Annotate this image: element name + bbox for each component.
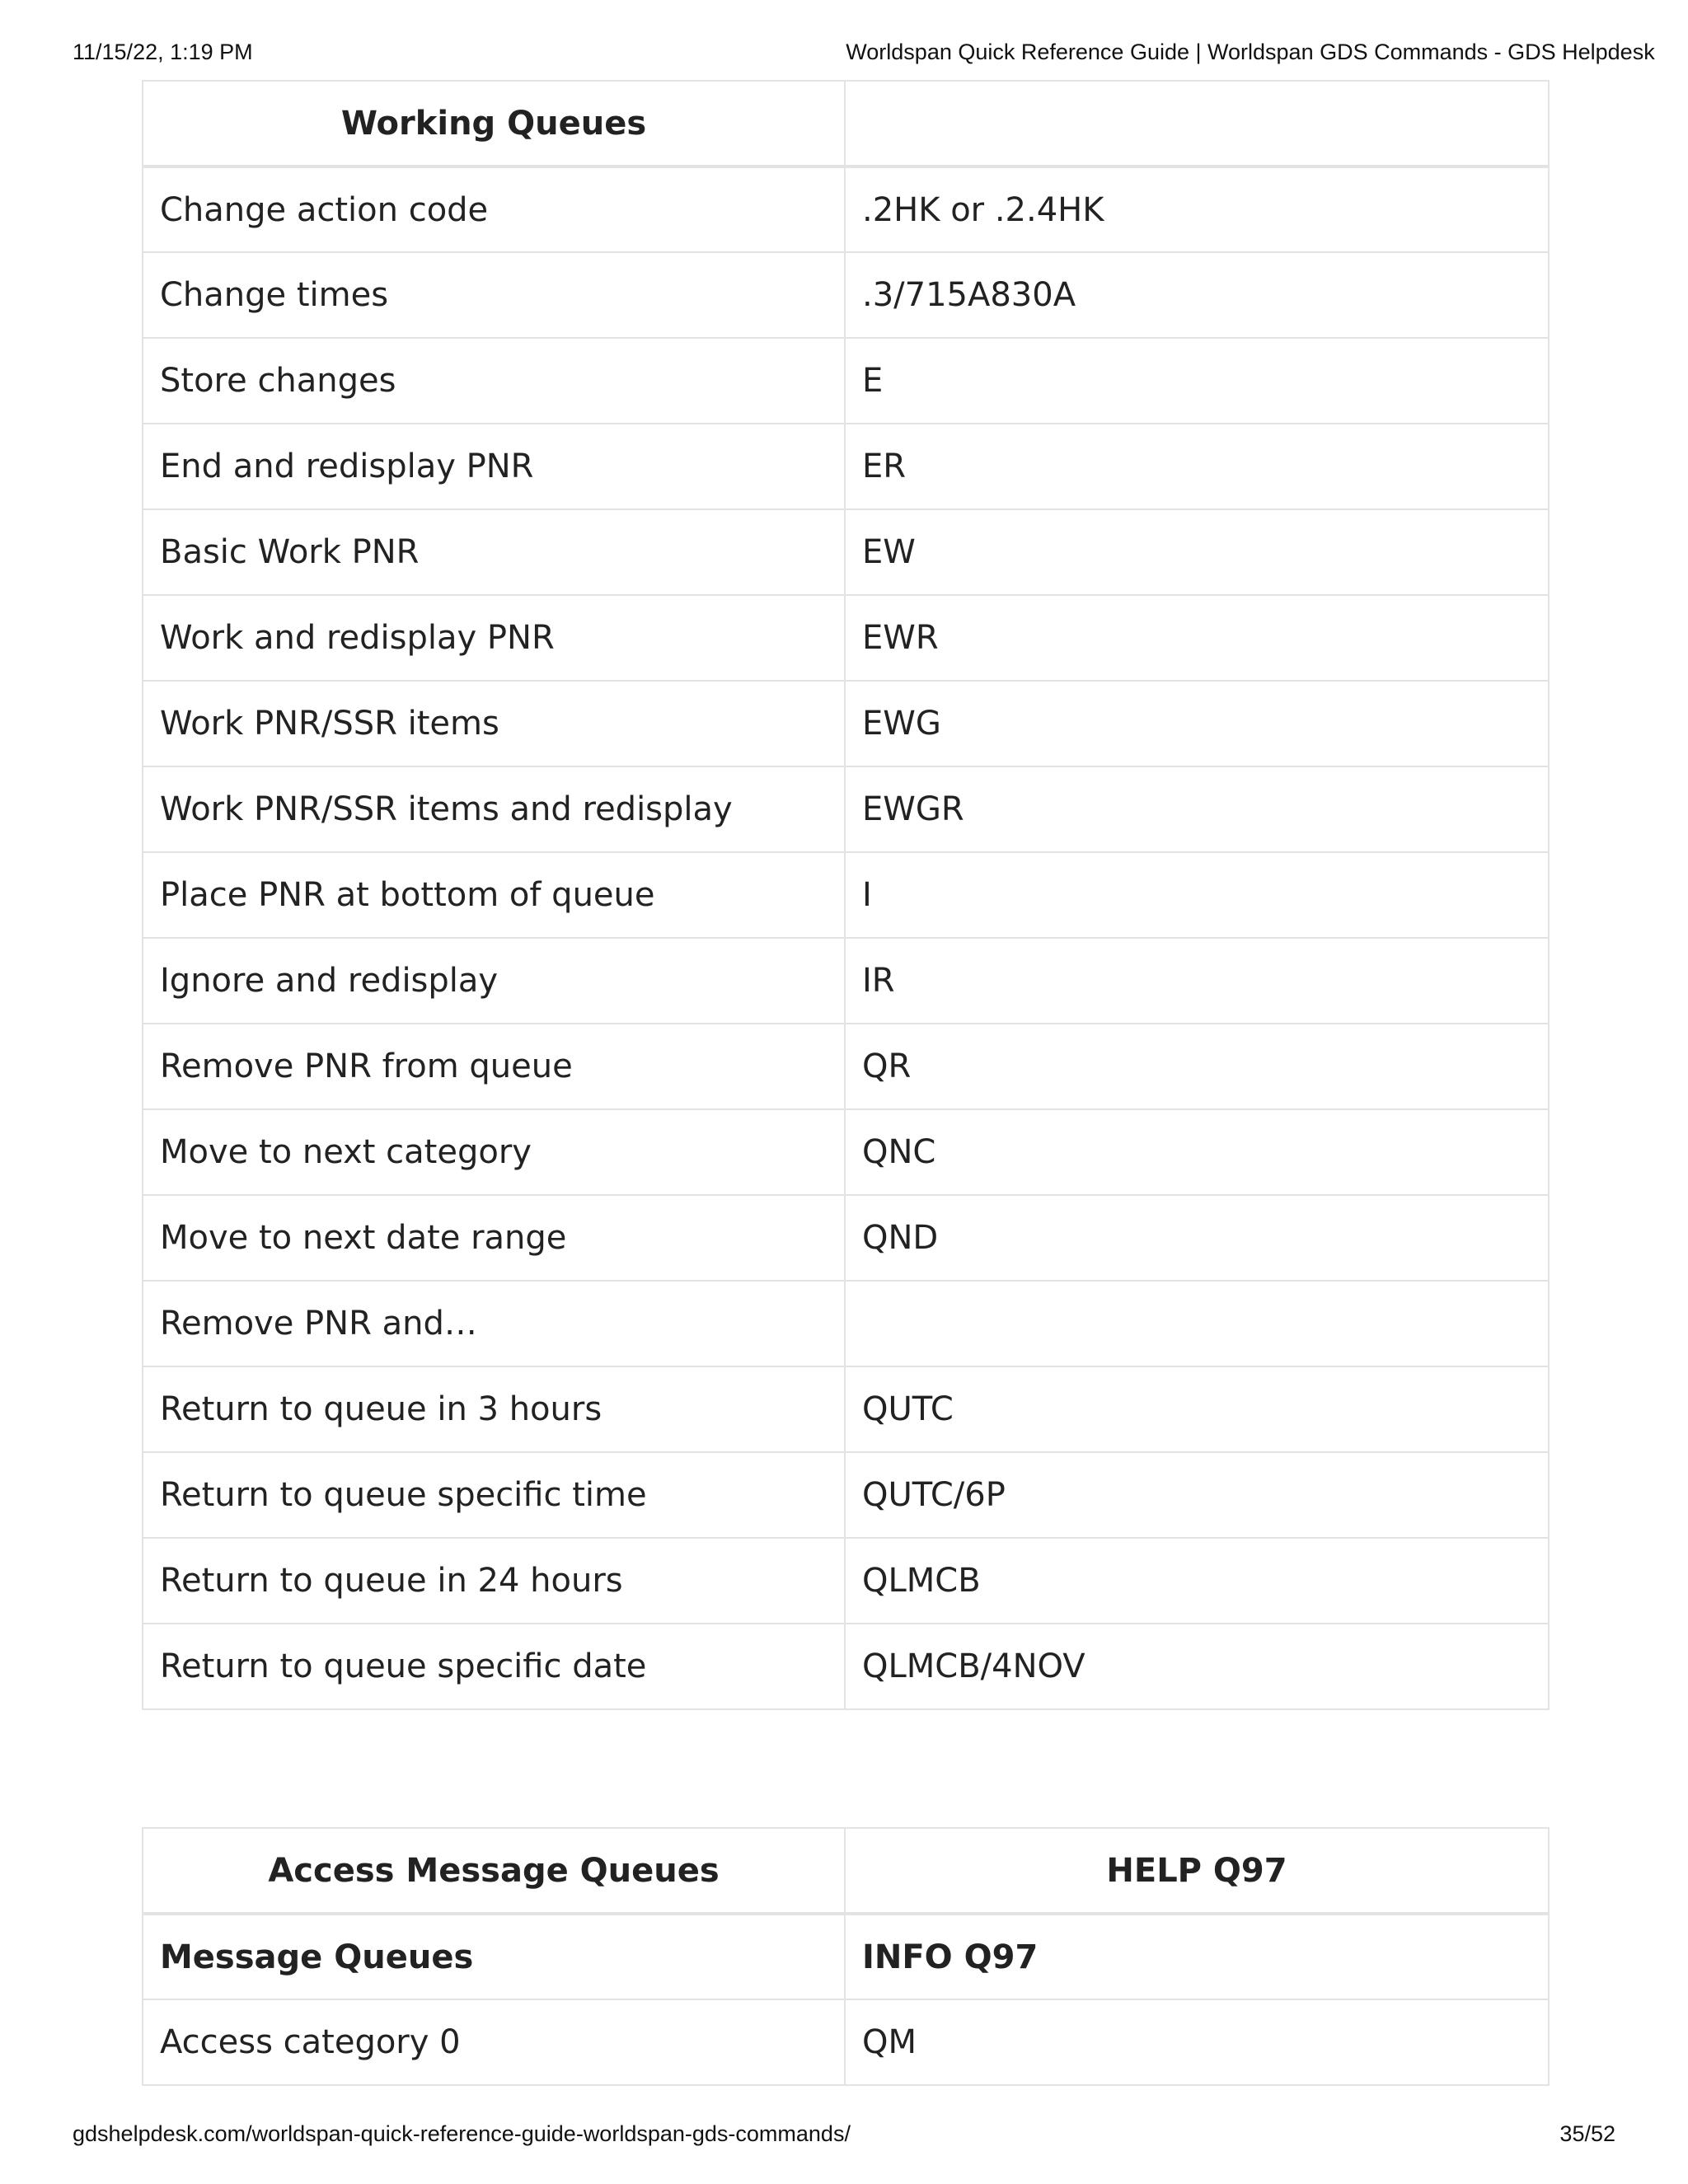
row-command: QNC <box>845 1109 1549 1195</box>
table-row <box>143 1538 1549 1624</box>
working-queues-heading-blank <box>845 81 1549 166</box>
message-queues-heading: Access Message Queues <box>143 1828 845 1914</box>
table-row <box>143 681 1549 766</box>
row-description: Place PNR at bottom of queue <box>143 852 845 938</box>
message-queues-body <box>143 1914 1549 2085</box>
row-description: Ignore and redisplay <box>143 938 845 1024</box>
message-queues-table <box>142 1827 1550 2086</box>
row-command: QUTC <box>845 1366 1549 1452</box>
print-page-title: Worldspan Quick Reference Guide | Worldspan GDS Commands - GDS Helpdesk <box>846 40 1655 64</box>
row-command: QM <box>845 1999 1549 2085</box>
row-description: Remove PNR and… <box>143 1281 845 1366</box>
table-row <box>143 595 1549 681</box>
row-command: EWG <box>845 681 1549 766</box>
print-page-number: 35/52 <box>1559 2121 1615 2146</box>
row-description: Return to queue specific date <box>143 1624 845 1709</box>
working-queues-header-row <box>143 81 1549 166</box>
table-row <box>143 852 1549 938</box>
row-description: Return to queue specific time <box>143 1452 845 1538</box>
table-row <box>143 424 1549 509</box>
table-row <box>143 166 1549 252</box>
row-description: Access category 0 <box>143 1999 845 2085</box>
row-description: Remove PNR from queue <box>143 1024 845 1109</box>
row-description: Move to next date range <box>143 1195 845 1281</box>
row-command: QR <box>845 1024 1549 1109</box>
table-row <box>143 1624 1549 1709</box>
row-description: End and redisplay PNR <box>143 424 845 509</box>
table-row <box>143 1024 1549 1109</box>
table-row <box>143 1999 1549 2085</box>
table-row <box>143 1109 1549 1195</box>
row-command <box>845 1281 1549 1366</box>
working-queues-heading: Working Queues <box>143 81 845 166</box>
row-command: .2HK or .2.4HK <box>845 166 1549 252</box>
row-command: EWGR <box>845 766 1549 852</box>
table-row <box>143 766 1549 852</box>
row-description: Return to queue in 24 hours <box>143 1538 845 1624</box>
row-command: QND <box>845 1195 1549 1281</box>
table-row <box>143 509 1549 595</box>
print-datetime: 11/15/22, 1:19 PM <box>73 40 253 64</box>
message-queues-help-command: HELP Q97 <box>845 1828 1549 1914</box>
table-row <box>143 1366 1549 1452</box>
row-description: Move to next category <box>143 1109 845 1195</box>
row-command: QUTC/6P <box>845 1452 1549 1538</box>
message-queues-header-row <box>143 1828 1549 1914</box>
row-command: QLMCB <box>845 1538 1549 1624</box>
message-queues-subheading: Message Queues <box>143 1914 845 1999</box>
row-description: Work PNR/SSR items <box>143 681 845 766</box>
table-row <box>143 338 1549 424</box>
row-description: Change action code <box>143 166 845 252</box>
message-queues-subheader-row <box>143 1914 1549 1999</box>
row-description: Return to queue in 3 hours <box>143 1366 845 1452</box>
row-description: Work and redisplay PNR <box>143 595 845 681</box>
working-queues-body <box>143 166 1549 1709</box>
message-queues-info-command: INFO Q97 <box>845 1914 1549 1999</box>
row-command: ER <box>845 424 1549 509</box>
row-description: Work PNR/SSR items and redisplay <box>143 766 845 852</box>
table-row <box>143 1281 1549 1366</box>
table-row <box>143 252 1549 338</box>
print-url: gdshelpdesk.com/worldspan-quick-reference-guide-worldspan-gds-commands/ <box>73 2121 851 2146</box>
row-command: I <box>845 852 1549 938</box>
table-row <box>143 938 1549 1024</box>
table-row <box>143 1452 1549 1538</box>
row-command: E <box>845 338 1549 424</box>
row-description: Change times <box>143 252 845 338</box>
row-command: IR <box>845 938 1549 1024</box>
row-command: QLMCB/4NOV <box>845 1624 1549 1709</box>
working-queues-table <box>142 80 1550 1710</box>
row-description: Store changes <box>143 338 845 424</box>
row-description: Basic Work PNR <box>143 509 845 595</box>
row-command: EW <box>845 509 1549 595</box>
row-command: .3/715A830A <box>845 252 1549 338</box>
row-command: EWR <box>845 595 1549 681</box>
table-row <box>143 1195 1549 1281</box>
